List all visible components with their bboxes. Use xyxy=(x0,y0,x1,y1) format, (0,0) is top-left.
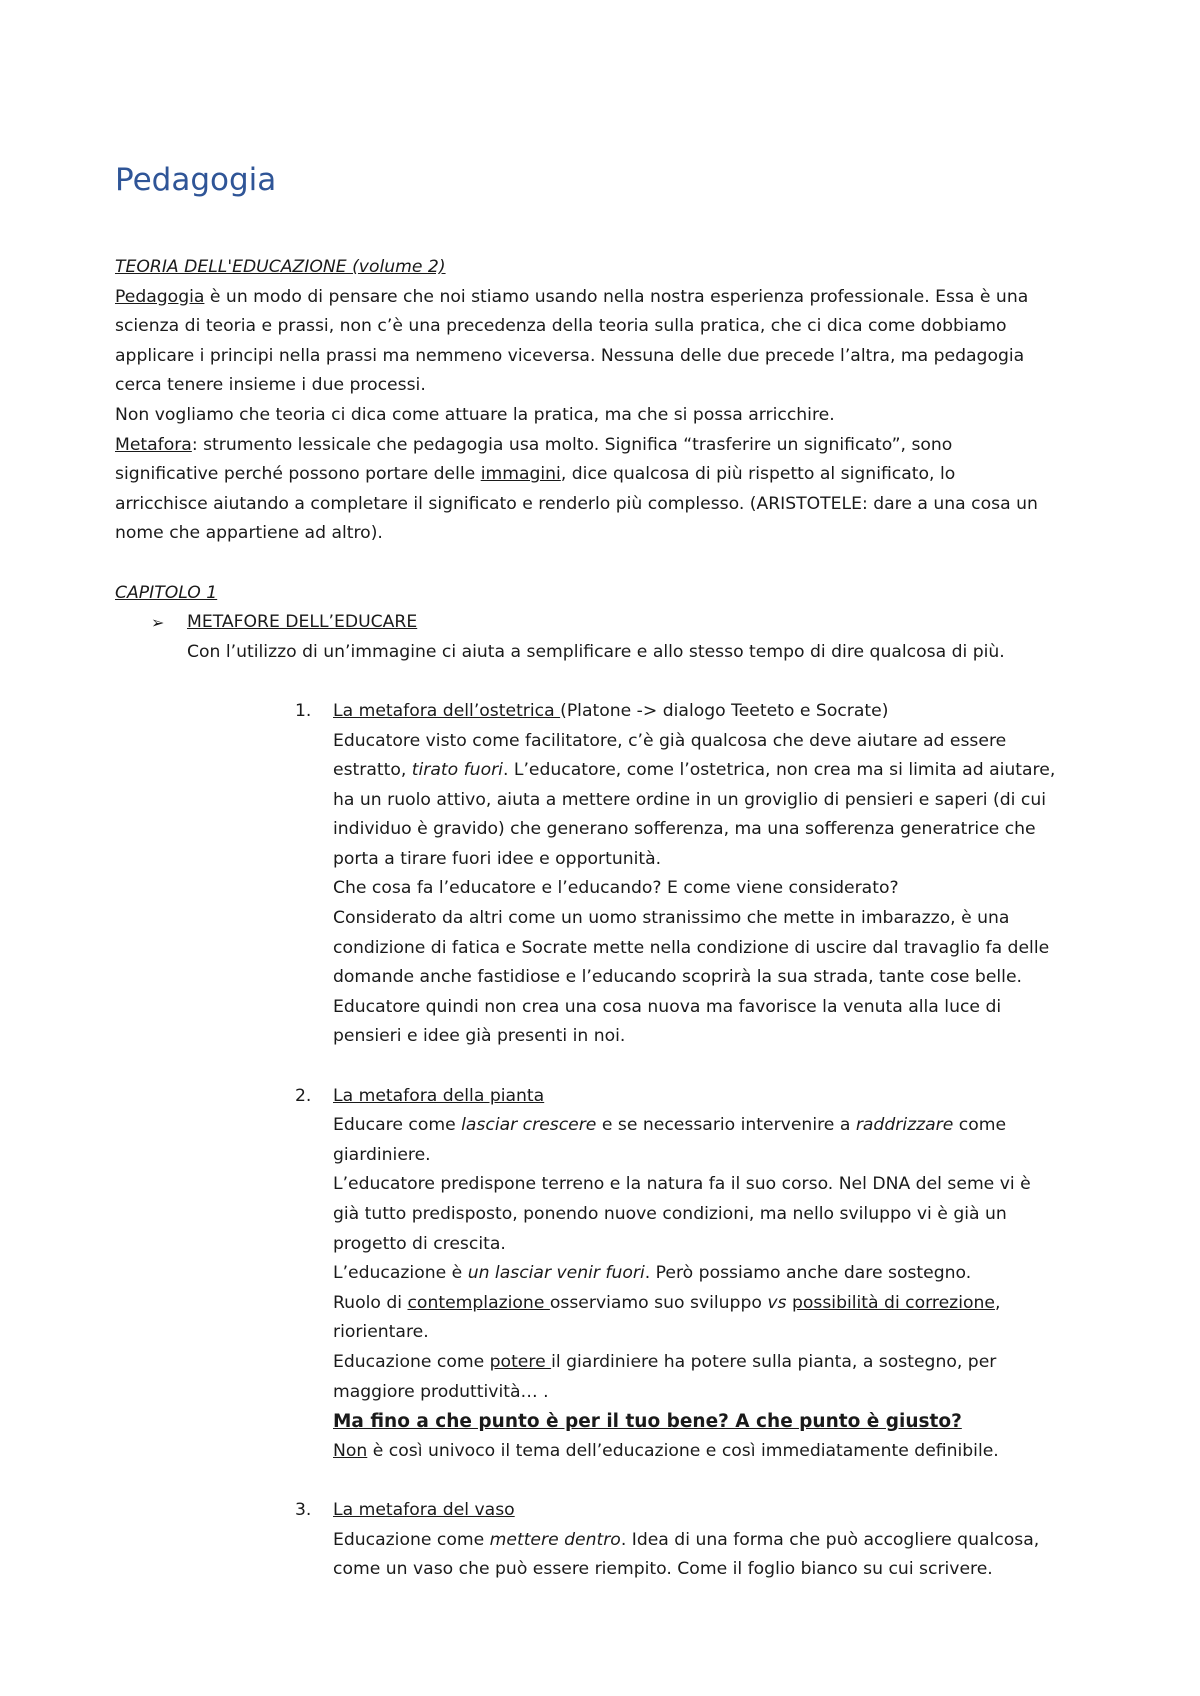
list-item-3-heading: 3. La metafora del vaso xyxy=(295,1499,515,1520)
chapter-heading: CAPITOLO 1 xyxy=(115,582,218,603)
item1-line: condizione di fatica e Socrate mette nella condizione di uscire dal travaglio fa delle xyxy=(333,937,1050,958)
list-item-2-heading: 2. La metafora della pianta xyxy=(295,1085,545,1106)
spacer xyxy=(115,549,1115,579)
arrow-bullet-icon: ➢ xyxy=(151,613,165,633)
item2-line: già tutto predisposto, ponendo nuove condizioni, ma nello sviluppo vi è già un xyxy=(333,1204,1007,1224)
item1-line: individuo è gravido) che generano sofferenza, ma una sofferenza generatrice che xyxy=(333,819,1036,840)
item2-line: maggiore produttività… . xyxy=(333,1381,549,1402)
intro-line-8: arricchisce aiutando a completare il significato e renderlo più complesso. (ARISTOTELE: dare a una cosa un xyxy=(115,493,1038,514)
intro-line-2: scienza di teoria e prassi, non c’è una precedenza della teoria sulla pratica, che ci dica come dobbiamo xyxy=(115,316,1007,337)
intro-line-7: significative perché possono portare delle immagini, dice qualcosa di più rispetto al significato, lo xyxy=(115,464,956,485)
intro-line-3: applicare i principi nella prassi ma nemmeno viceversa. Nessuna delle due precede l’altra, ma pedagogia xyxy=(115,345,1025,366)
item1-line: estratto, tirato fuori. L’educatore, come l’ostetrica, non crea ma si limita ad aiutare, xyxy=(333,760,1056,781)
intro-line-4: cerca tenere insieme i due processi. xyxy=(115,375,426,396)
item2-line: progetto di crescita. xyxy=(333,1233,506,1254)
item1-line: Educatore visto come facilitatore, c’è già qualcosa che deve aiutare ad essere xyxy=(333,730,1007,751)
item1-line: pensieri e idee già presenti in noi. xyxy=(333,1026,626,1047)
item1-line: Che cosa fa l’educatore e l’educando? E come viene considerato? xyxy=(333,878,899,899)
intro-line-9: nome che appartiene ad altro). xyxy=(115,523,383,544)
item2-line: Educare come lasciar crescere e se necessario intervenire a raddrizzare come xyxy=(333,1115,1007,1136)
item2-line: Ruolo di contemplazione osserviamo suo sviluppo vs possibilità di correzione, xyxy=(333,1292,1001,1313)
item2-line: riorientare. xyxy=(333,1322,429,1343)
item2-line: L’educatore predispone terreno e la natura fa il suo corso. Nel DNA del seme vi è xyxy=(333,1174,1031,1195)
item2-line: L’educazione è un lasciar venir fuori. Però possiamo anche dare sostegno. xyxy=(333,1263,972,1284)
intro-heading: TEORIA DELL'EDUCAZIONE (volume 2) xyxy=(115,257,446,277)
item1-line: Considerato da altri come un uomo stranissimo che mette in imbarazzo, è una xyxy=(333,908,1010,929)
item3-line: come un vaso che può essere riempito. Come il foglio bianco su cui scrivere. xyxy=(333,1559,993,1580)
item1-line: porta a tirare fuori idee e opportunità. xyxy=(333,848,662,869)
bullet-label: METAFORE DELL’EDUCARE xyxy=(187,612,418,633)
intro-line-5: Non vogliamo che teoria ci dica come attuare la pratica, ma che si possa arricchire. xyxy=(115,404,835,425)
item2-line: Educazione come potere il giardiniere ha potere sulla pianta, a sostegno, per xyxy=(333,1351,997,1372)
item3-line: Educazione come mettere dentro. Idea di una forma che può accogliere qualcosa, xyxy=(333,1529,1040,1550)
item1-line: ha un ruolo attivo, aiuta a mettere ordine in un groviglio di pensieri e saperi (di cui xyxy=(333,789,1046,810)
intro-line-6: Metafora: strumento lessicale che pedagogia usa molto. Significa “trasferire un significato”, sono xyxy=(115,434,953,455)
document-body xyxy=(115,253,1115,1585)
bullet-item xyxy=(115,608,1115,638)
bullet-text: Con l’utilizzo di un’immagine ci aiuta a semplificare e allo stesso tempo di dire qualcosa di più. xyxy=(187,641,1005,662)
spacer xyxy=(115,667,1115,697)
item2-emphasis: Ma fino a che punto è per il tuo bene? A che punto è giusto? xyxy=(333,1411,962,1433)
item2-line: giardiniere. xyxy=(333,1144,431,1165)
intro-line-1: Pedagogia è un modo di pensare che noi stiamo usando nella nostra esperienza professionale. Essa è una xyxy=(115,286,1029,307)
page-title: Pedagogia xyxy=(115,162,277,198)
item1-line: domande anche fastidiose e l’educando scoprirà la sua strada, tante cose belle. xyxy=(333,967,1022,988)
item1-line: Educatore quindi non crea una cosa nuova ma favorisce la venuta alla luce di xyxy=(333,996,1002,1017)
spacer xyxy=(115,1052,1115,1082)
list-item-1-heading: 1. La metafora dell’ostetrica (Platone -> dialogo Teeteto e Socrate) xyxy=(295,700,889,721)
spacer xyxy=(115,1466,1115,1496)
item2-line: Non è così univoco il tema dell’educazione e così immediatamente definibile. xyxy=(333,1440,999,1461)
